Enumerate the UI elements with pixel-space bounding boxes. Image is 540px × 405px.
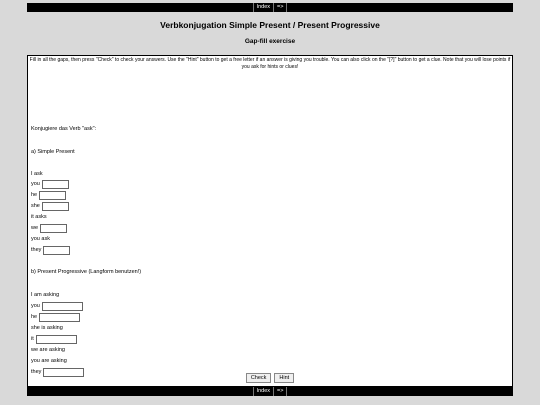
instructions-box: Fill in all the gaps, then press "Check" to check your answers. Use the "Hint" button to get a free letter if an answer is giving you trouble. You can also click on the "[?]" button to get a clue. Note that you will lose points if you ask for hints or clues! <box>27 55 513 77</box>
line-label: we <box>31 225 39 231</box>
gap-input-a-they[interactable] <box>43 246 70 255</box>
section-a-line-5 <box>31 212 47 222</box>
nav-next-link[interactable]: => <box>274 387 287 396</box>
line-label: he <box>31 192 38 198</box>
line-label: they <box>31 247 42 253</box>
section-b-line-2 <box>31 301 83 311</box>
gap-input-a-he[interactable] <box>39 191 66 200</box>
line-label: she <box>31 203 40 209</box>
line-label: it asks <box>31 214 47 220</box>
section-a-line-2 <box>31 179 69 189</box>
section-a-line-8 <box>31 245 70 255</box>
hint-button[interactable]: Hint <box>274 373 294 383</box>
section-a-line-3 <box>31 190 66 200</box>
line-label: you ask <box>31 236 50 242</box>
section-b-line-5 <box>31 334 77 344</box>
nav-index-link[interactable]: Index <box>253 3 274 12</box>
gap-input-a-she[interactable] <box>42 202 69 211</box>
line-label: I ask <box>31 171 43 177</box>
gap-input-b-he[interactable] <box>39 313 80 322</box>
gap-input-b-you[interactable] <box>42 302 83 311</box>
line-label: you <box>31 181 40 187</box>
section-a-line-1 <box>31 169 43 179</box>
line-label: it <box>31 336 34 342</box>
line-label: we are asking <box>31 347 65 353</box>
line-label: I am asking <box>31 292 60 298</box>
top-navbar <box>27 3 513 12</box>
line-label: he <box>31 314 38 320</box>
page-subtitle: Gap-fill exercise <box>244 38 296 45</box>
section-b-line-4 <box>31 323 63 333</box>
section-b-line-7 <box>31 356 67 366</box>
section-a-line-4 <box>31 201 69 211</box>
check-button[interactable]: Check <box>246 373 272 383</box>
exercise-content <box>27 75 513 387</box>
exercise-prompt: Konjugiere das Verb "ask": <box>31 126 97 132</box>
section-b-line-1 <box>31 290 59 300</box>
section-b-line-3 <box>31 312 80 322</box>
line-label: you are asking <box>31 358 67 364</box>
line-label: she is asking <box>31 325 63 331</box>
line-label: you <box>31 303 40 309</box>
line-label: they <box>31 369 42 375</box>
gap-input-a-we[interactable] <box>40 224 67 233</box>
page <box>27 0 513 405</box>
section-b-line-6 <box>31 345 65 355</box>
bottom-navbar <box>27 387 513 396</box>
gap-input-a-you[interactable] <box>42 180 69 189</box>
section-b-heading: b) Present Progressive (Langform benutzen!) <box>31 269 142 275</box>
button-bar <box>27 373 513 383</box>
section-a-line-6 <box>31 223 67 233</box>
page-title: Verbkonjugation Simple Present / Present Progressive <box>160 20 380 30</box>
nav-index-link[interactable]: Index <box>253 387 274 396</box>
section-a-heading: a) Simple Present <box>31 149 75 155</box>
gap-input-b-it[interactable] <box>36 335 77 344</box>
nav-next-link[interactable]: => <box>274 3 287 12</box>
section-a-line-7 <box>31 234 50 244</box>
